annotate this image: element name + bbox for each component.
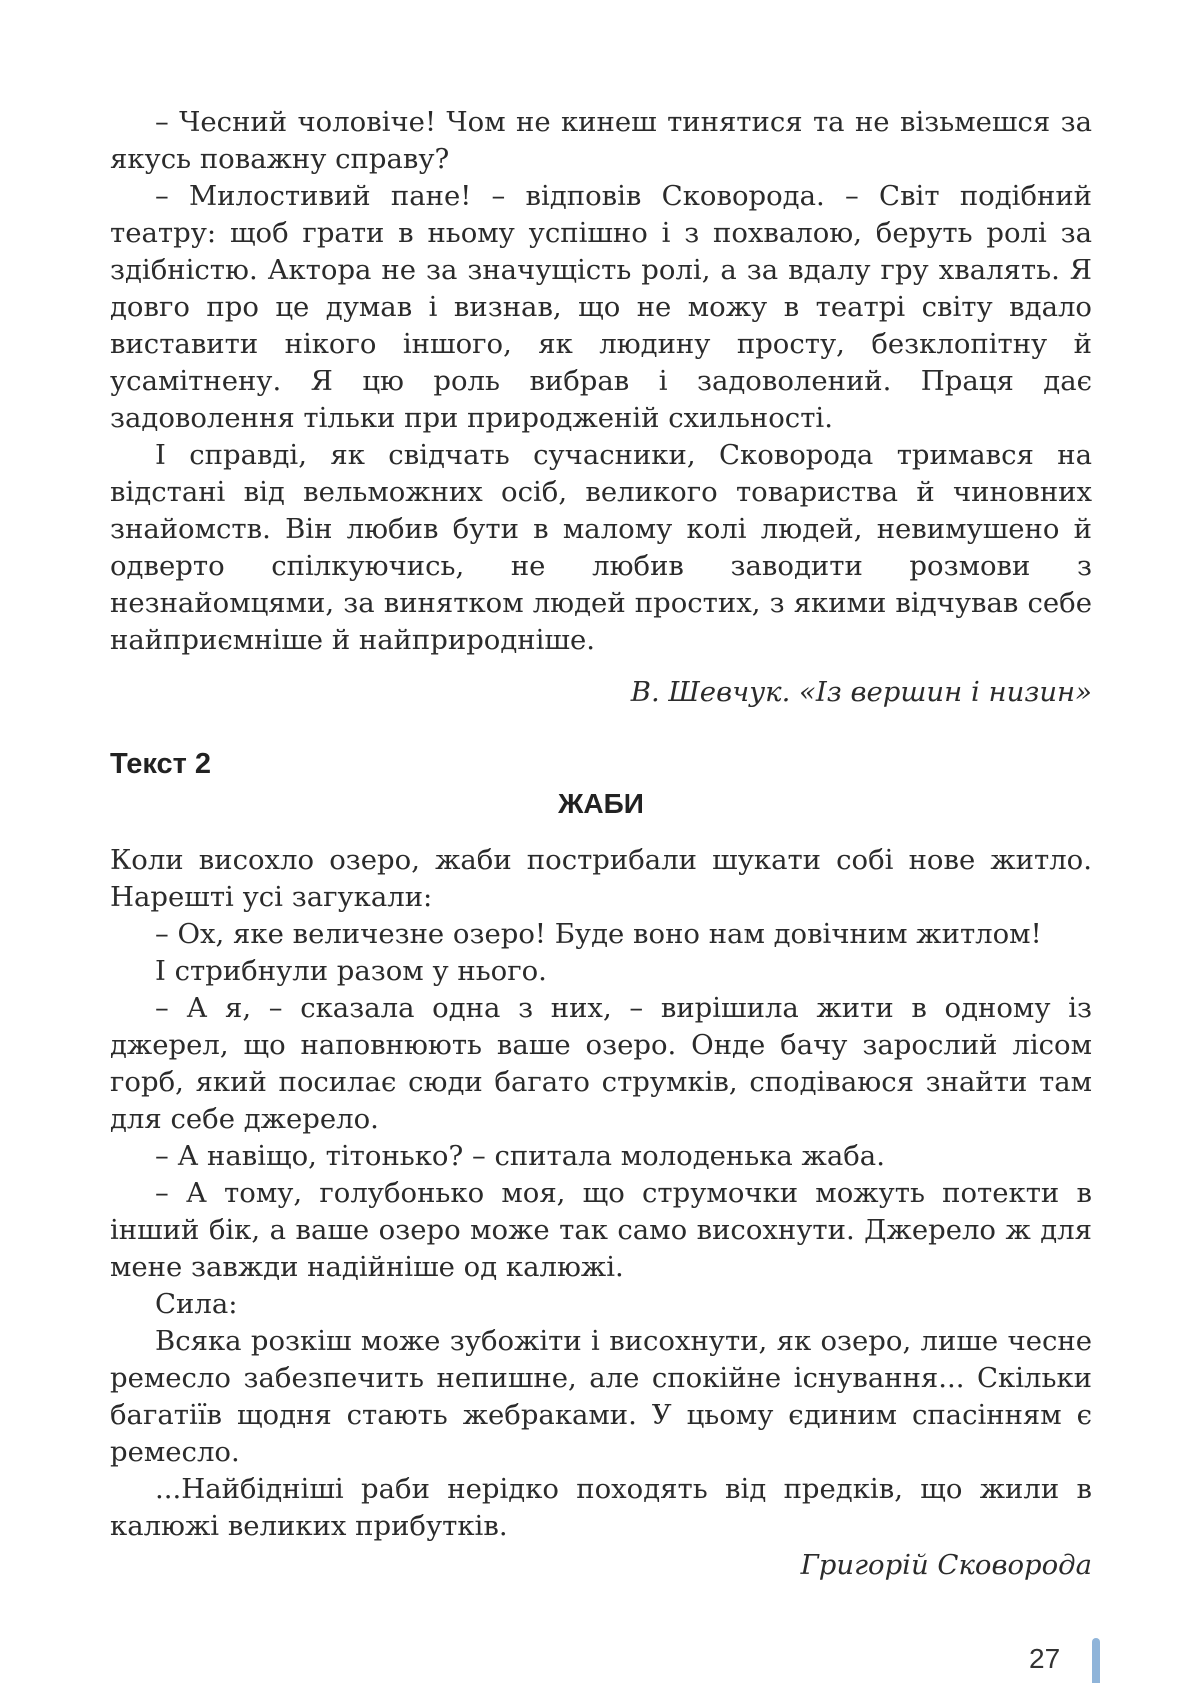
paragraph: ...Найбідніші раби нерідко походять від предків, що жили в калюжі великих прибутків. (110, 1473, 1092, 1542)
paragraph: – А навіщо, тітонько? – спитала молоденька жаба. (155, 1140, 885, 1172)
paragraph: І стрибнули разом у нього. (155, 955, 547, 987)
text2-title: ЖАБИ (558, 788, 644, 819)
page-content (110, 104, 1092, 1581)
paragraph: Всяка розкіш може зубожіти і висохнути, як озеро, лише чесне ремесло забезпечить непишне, але спокійне існування... Скільки багатіїв щодня стають жебраками. У цьому єдиним спасінням є ремесло. (110, 1325, 1092, 1468)
text2-source: Григорій Сковорода (800, 1549, 1092, 1581)
text1-body (110, 104, 1092, 659)
text2-label: Текст 2 (110, 748, 212, 780)
paragraph: – Чесний чоловіче! Чом не кинеш тинятися та не візьмешся за якусь поважну справу? (110, 106, 1092, 175)
paragraph: Сила: (155, 1288, 238, 1320)
page-number: 27 (1029, 1643, 1061, 1674)
text1-source: В. Шевчук. «Із вершин і низин» (630, 676, 1092, 708)
paragraph: І справді, як свідчать сучасники, Сковорода тримався на відстані від вельможних осіб, великого товариства й чиновних знайомств. Він любив бути в малому колі людей, невимушено й одверто спілкуючись, не любив заводити розмови з незнайомцями, за винятком людей простих, з якими відчував себе найприємніше й найприродніше. (110, 439, 1092, 656)
paragraph: – А тому, голубонько моя, що струмочки можуть потекти в інший бік, а ваше озеро може так само висохнути. Джерело ж для мене завжди надійніше од калюжі. (110, 1177, 1092, 1283)
page-edge-marker (1092, 1638, 1100, 1683)
paragraph: – А я, – сказала одна з них, – вирішила жити в одному із джерел, що наповнюють ваше озеро. Онде бачу зарослий лісом горб, який посилає сюди багато струмків, сподіваюся знайти там для себе джерело. (110, 992, 1092, 1135)
paragraph: – Ох, яке величезне озеро! Буде воно нам довічним житлом! (155, 918, 1042, 950)
paragraph: Коли висохло озеро, жаби пострибали шукати собі нове житло. Нарешті усі загукали: (110, 844, 1092, 913)
text2-body (110, 842, 1092, 1545)
paragraph: – Милостивий пане! – відповів Сковорода. – Світ подібний театру: щоб грати в ньому успішно і з похвалою, беруть ролі за здібністю. Актора не за значущість ролі, а за вдалу гру хвалять. Я довго про це думав і визнав, що не можу в театрі світу вдало виставити нікого іншого, як людину просту, безклопітну й усамітнену. Я цю роль вибрав і задоволений. Праця дає задоволення тільки при природженій схильності. (110, 180, 1092, 434)
